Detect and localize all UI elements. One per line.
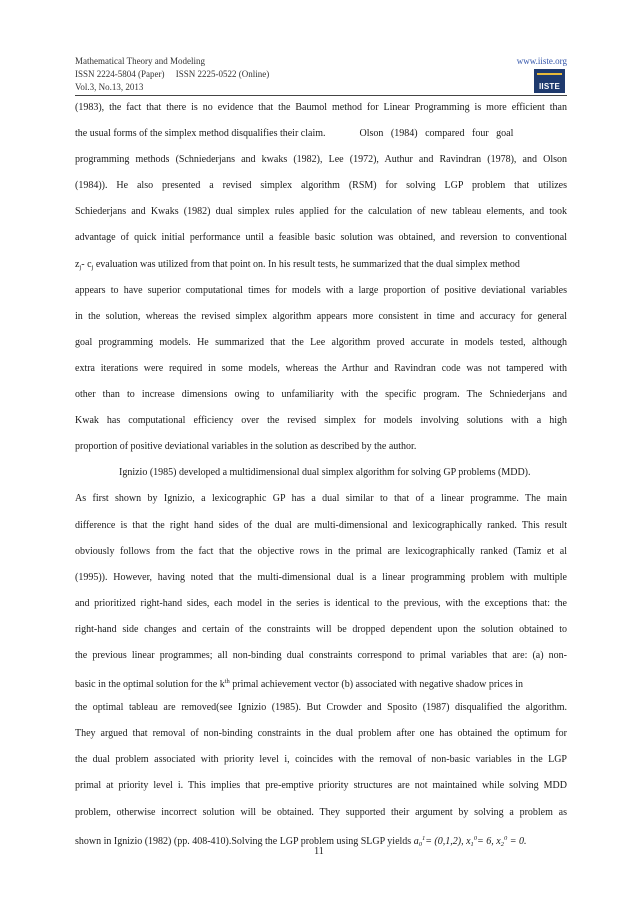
text-line: [75, 674, 567, 700]
text-segment: shown in Ignizio (1982) (pp. 408-410).Solving the LGP problem using SLGP yields: [75, 835, 414, 847]
text-line: difference is that the right hand sides of the dual are multi-dimensional and lexicographically ranked. This result: [75, 519, 567, 531]
math-sub: 1: [470, 840, 474, 848]
text-line: the previous linear programmes; all non-binding dual constraints correspond to primal variables that are: (a) non-: [75, 649, 567, 661]
math-c: - c: [81, 258, 92, 270]
logo-stripe: [537, 73, 562, 75]
body-text: [75, 100, 567, 857]
text-line: proportion of positive deviational variables in the solution as described by the author.: [75, 441, 417, 453]
math-text: = 0.: [507, 835, 527, 847]
text-line: (1995)). However, having noted that the multi-dimensional dual is a linear programming problem with multiple: [75, 571, 567, 583]
math-a: a: [413, 835, 419, 847]
text-line: primal at priority level i. This implies that pre-emptive priority structures are not maintained while solving MDD: [75, 780, 567, 792]
math-text: = (0,1,2), x: [425, 835, 471, 847]
math-text: = 6, x: [477, 835, 501, 847]
text-line: right-hand side changes and certain of the constraints will be dropped dependent upon the solution obtained to: [75, 623, 567, 635]
text-line: They argued that removal of non-binding constraints in the dual problem after one has obtained the optimum for: [75, 728, 567, 740]
text-line: advantage of quick initial performance until a feasible basic solution was obtained, and reversion to conventional: [75, 232, 567, 244]
text-segment: evaluation was utilized from that point on. In his result tests, he summarized that the dual simplex method: [93, 258, 520, 270]
text-line: Kwak has computational efficiency over the revised simplex for models involving solutions with a high: [75, 415, 567, 427]
text-line: (1984)). He also presented a revised simplex algorithm (RSM) for solving LGP problem that utilizes: [75, 180, 567, 192]
text-segment: the usual forms of the simplex method disqualifies their claim.: [75, 128, 326, 140]
issn-line: ISSN 2224-5804 (Paper) ISSN 2225-0522 (Online): [75, 68, 270, 79]
math-sub: 0: [418, 840, 422, 848]
journal-title: Mathematical Theory and Modeling: [75, 56, 206, 66]
text-line: [75, 126, 567, 152]
superscript: th: [224, 678, 230, 686]
journal-url[interactable]: www.iiste.org: [516, 56, 567, 66]
math-sub: j: [91, 263, 94, 271]
text-line: and prioritized right-hand sides, each model in the series is identical to the previous, with the exceptions that: the: [75, 597, 567, 609]
math-expression: [414, 836, 527, 847]
math-sup: 0: [473, 834, 478, 842]
math-sub: 2: [500, 840, 504, 848]
text-segment: primal achievement vector (b) associated with negative shadow prices in: [229, 679, 523, 691]
math-sup: 1: [421, 834, 426, 842]
text-line: Schiederjans and Kwaks (1982) dual simplex rules applied for the calculation of new tableau elements, and took: [75, 206, 567, 218]
math-z: z: [75, 258, 80, 270]
logo-text: IISTE: [538, 82, 560, 91]
text-line: [75, 257, 567, 283]
text-line: extra iterations were required in some models, whereas the Arthur and Ravindran code was not tampered with: [75, 362, 567, 374]
page-header: [75, 55, 567, 93]
math-sub: j: [79, 263, 82, 271]
text-line: other than to increase dimensions owing to unfamiliarity with the specific program. The Schniederjans and: [75, 389, 567, 401]
text-segment: basic in the optimal solution for the k: [75, 679, 225, 691]
math-sup: 0: [503, 834, 508, 842]
text-line: goal programming models. He summarized that the Lee algorithm proved accurate in models tested, although: [75, 336, 567, 348]
volume-line: Vol.3, No.13, 2013: [75, 81, 144, 92]
text-line: obviously follows from the fact that the objective rows in the primal are lexicographically ranked (Tamiz et al: [75, 545, 567, 557]
header-divider: [75, 95, 567, 96]
text-line: appears to have superior computational times for models with a large proportion of positive deviational variables: [75, 284, 567, 296]
iiste-logo: [534, 69, 565, 93]
text-line: (1983), the fact that there is no evidence that the Baumol method for Linear Programming is more efficient than: [75, 102, 567, 113]
text-line: programming methods (Schniederjans and kwaks (1982), Lee (1972), Authur and Ravindran (1978), and Olson: [75, 154, 567, 166]
text-line: in the solution, whereas the revised simplex algorithm appears more consistent in time and accuracy for general: [75, 310, 567, 322]
page-number: 11: [314, 846, 324, 857]
text-segment: Olson (1984) compared four goal: [359, 128, 514, 140]
text-line: the optimal tableau are removed(see Ignizio (1985). But Crowder and Sposito (1987) disqualified the algorithm.: [75, 702, 567, 714]
text-line: problem, otherwise incorrect solution will be obtained. They supported their argument by solving a problem as: [75, 806, 567, 818]
text-line: As first shown by Ignizio, a lexicographic GP has a dual similar to that of a linear programme. The main: [75, 493, 567, 505]
text-line: the dual problem associated with priority level i, coincides with the removal of non-basic variables in the LGP: [75, 754, 567, 766]
text-line: Ignizio (1985) developed a multidimensional dual simplex algorithm for solving GP problems (MDD).: [119, 467, 531, 479]
